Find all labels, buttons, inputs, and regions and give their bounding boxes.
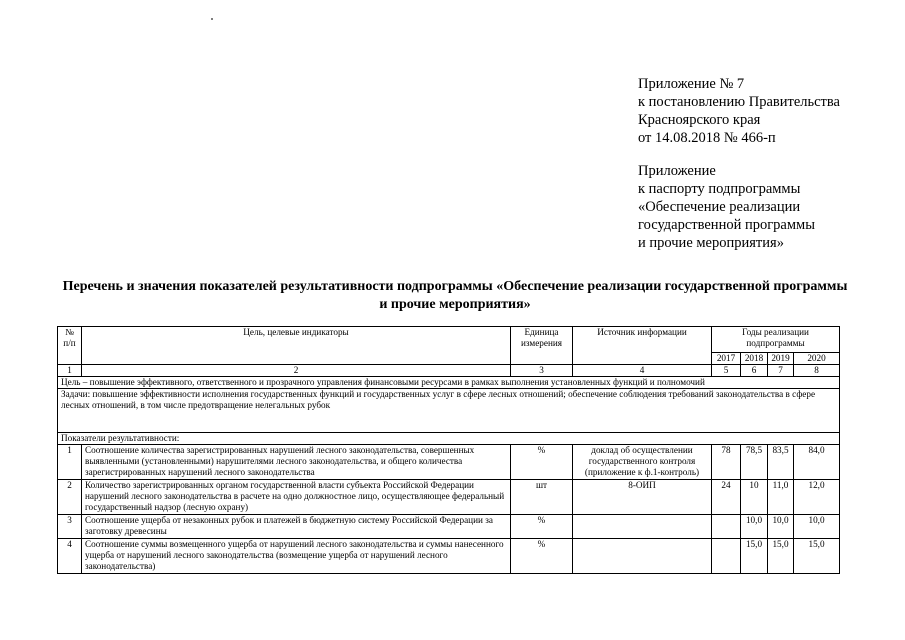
row-num: 4 xyxy=(58,539,82,574)
header-goal: Цель, целевые индикаторы xyxy=(82,327,511,365)
column-number: 8 xyxy=(794,365,840,377)
indicators-label: Показатели результативности: xyxy=(58,433,840,445)
row-value-2018: 78,5 xyxy=(741,445,768,480)
column-number: 1 xyxy=(58,365,82,377)
header-unit: Единица измерения xyxy=(511,327,573,365)
row-value-2017 xyxy=(712,539,741,574)
column-number: 5 xyxy=(712,365,741,377)
header-year: 2020 xyxy=(794,353,840,365)
row-name: Количество зарегистрированных органом государственной власти субъекта Российской Федерации нарушений лесного законодательства в расчете на одно должностное лицо, осуществляющее федеральный государственный надзор (лесную охрану) xyxy=(82,480,511,515)
table-row xyxy=(58,515,840,539)
row-value-2019: 83,5 xyxy=(768,445,794,480)
header-source: Источник информации xyxy=(573,327,712,365)
appendix-main-block xyxy=(638,75,840,147)
row-value-2018: 10,0 xyxy=(741,515,768,539)
appendix-sub-line: государственной программы xyxy=(638,217,815,233)
row-value-2020: 10,0 xyxy=(794,515,840,539)
appendix-sub-line: и прочие мероприятия» xyxy=(638,235,784,251)
indicators-table xyxy=(57,326,840,574)
header-year: 2017 xyxy=(712,353,741,365)
row-name: Соотношение ущерба от незаконных рубок и платежей в бюджетную систему Российской Федерации за заготовку древесины xyxy=(82,515,511,539)
scan-speck xyxy=(211,18,213,20)
header-year: 2019 xyxy=(768,353,794,365)
column-number: 7 xyxy=(768,365,794,377)
row-value-2018: 15,0 xyxy=(741,539,768,574)
header-years-group: Годы реализации подпрограммы xyxy=(712,327,840,353)
row-value-2018: 10 xyxy=(741,480,768,515)
appendix-main-line: Приложение № 7 xyxy=(638,76,745,92)
row-source: 8-ОИП xyxy=(573,480,712,515)
row-name: Соотношение количества зарегистрированных нарушений лесного законодательства, совершенных выявленными (установленными) нарушителями лесного законодательства, и общего количества зарегистрированных нарушений лесного законодательства xyxy=(82,445,511,480)
table-row xyxy=(58,539,840,574)
column-number: 4 xyxy=(573,365,712,377)
appendix-sub-line: к паспорту подпрограммы xyxy=(638,181,801,197)
goal-row: Цель – повышение эффективного, ответственного и прозрачного управления финансовыми ресурсами в рамках выполнения установленных функций и полномочий xyxy=(58,377,840,389)
table-row xyxy=(58,445,840,480)
row-value-2020: 15,0 xyxy=(794,539,840,574)
column-number-row xyxy=(58,365,840,377)
row-source: доклад об осуществлении государственного контроля (приложение к ф.1-контроль) xyxy=(573,445,712,480)
row-value-2020: 12,0 xyxy=(794,480,840,515)
appendix-sub-block xyxy=(638,162,815,252)
row-value-2019: 15,0 xyxy=(768,539,794,574)
row-num: 2 xyxy=(58,480,82,515)
appendix-main-line: от 14.08.2018 № 466-п xyxy=(638,130,776,146)
row-unit: % xyxy=(511,515,573,539)
row-unit: шт xyxy=(511,480,573,515)
appendix-sub-line: «Обеспечение реализации xyxy=(638,199,801,215)
tasks-row: Задачи: повышение эффективности исполнения государственных функций и государственных услуг в сфере лесных отношений; обеспечение соблюдения требований законодательства в сфере лесных отношений, в том числе предотвращение нелегальных рубок xyxy=(58,389,840,433)
header-year: 2018 xyxy=(741,353,768,365)
row-value-2017: 24 xyxy=(712,480,741,515)
row-num: 3 xyxy=(58,515,82,539)
header-num: № п/п xyxy=(58,327,82,365)
row-source xyxy=(573,515,712,539)
row-source xyxy=(573,539,712,574)
row-value-2019: 10,0 xyxy=(768,515,794,539)
document-title: Перечень и значения показателей результативности подпрограммы «Обеспечение реализации государственной программы и прочие мероприятия» xyxy=(62,279,848,312)
column-number: 6 xyxy=(741,365,768,377)
appendix-main-line: к постановлению Правительства xyxy=(638,94,840,110)
column-number: 3 xyxy=(511,365,573,377)
appendix-main-line: Красноярского края xyxy=(638,112,761,128)
table-row xyxy=(58,480,840,515)
row-unit: % xyxy=(511,539,573,574)
appendix-sub-line: Приложение xyxy=(638,163,716,179)
row-value-2017 xyxy=(712,515,741,539)
row-value-2017: 78 xyxy=(712,445,741,480)
row-num: 1 xyxy=(58,445,82,480)
row-name: Соотношение суммы возмещенного ущерба от нарушений лесного законодательства и суммы нанесенного ущерба от нарушений лесного законодательства (возмещение ущерба от нарушений лесного законодательства) xyxy=(82,539,511,574)
row-unit: % xyxy=(511,445,573,480)
row-value-2020: 84,0 xyxy=(794,445,840,480)
column-number: 2 xyxy=(82,365,511,377)
row-value-2019: 11,0 xyxy=(768,480,794,515)
